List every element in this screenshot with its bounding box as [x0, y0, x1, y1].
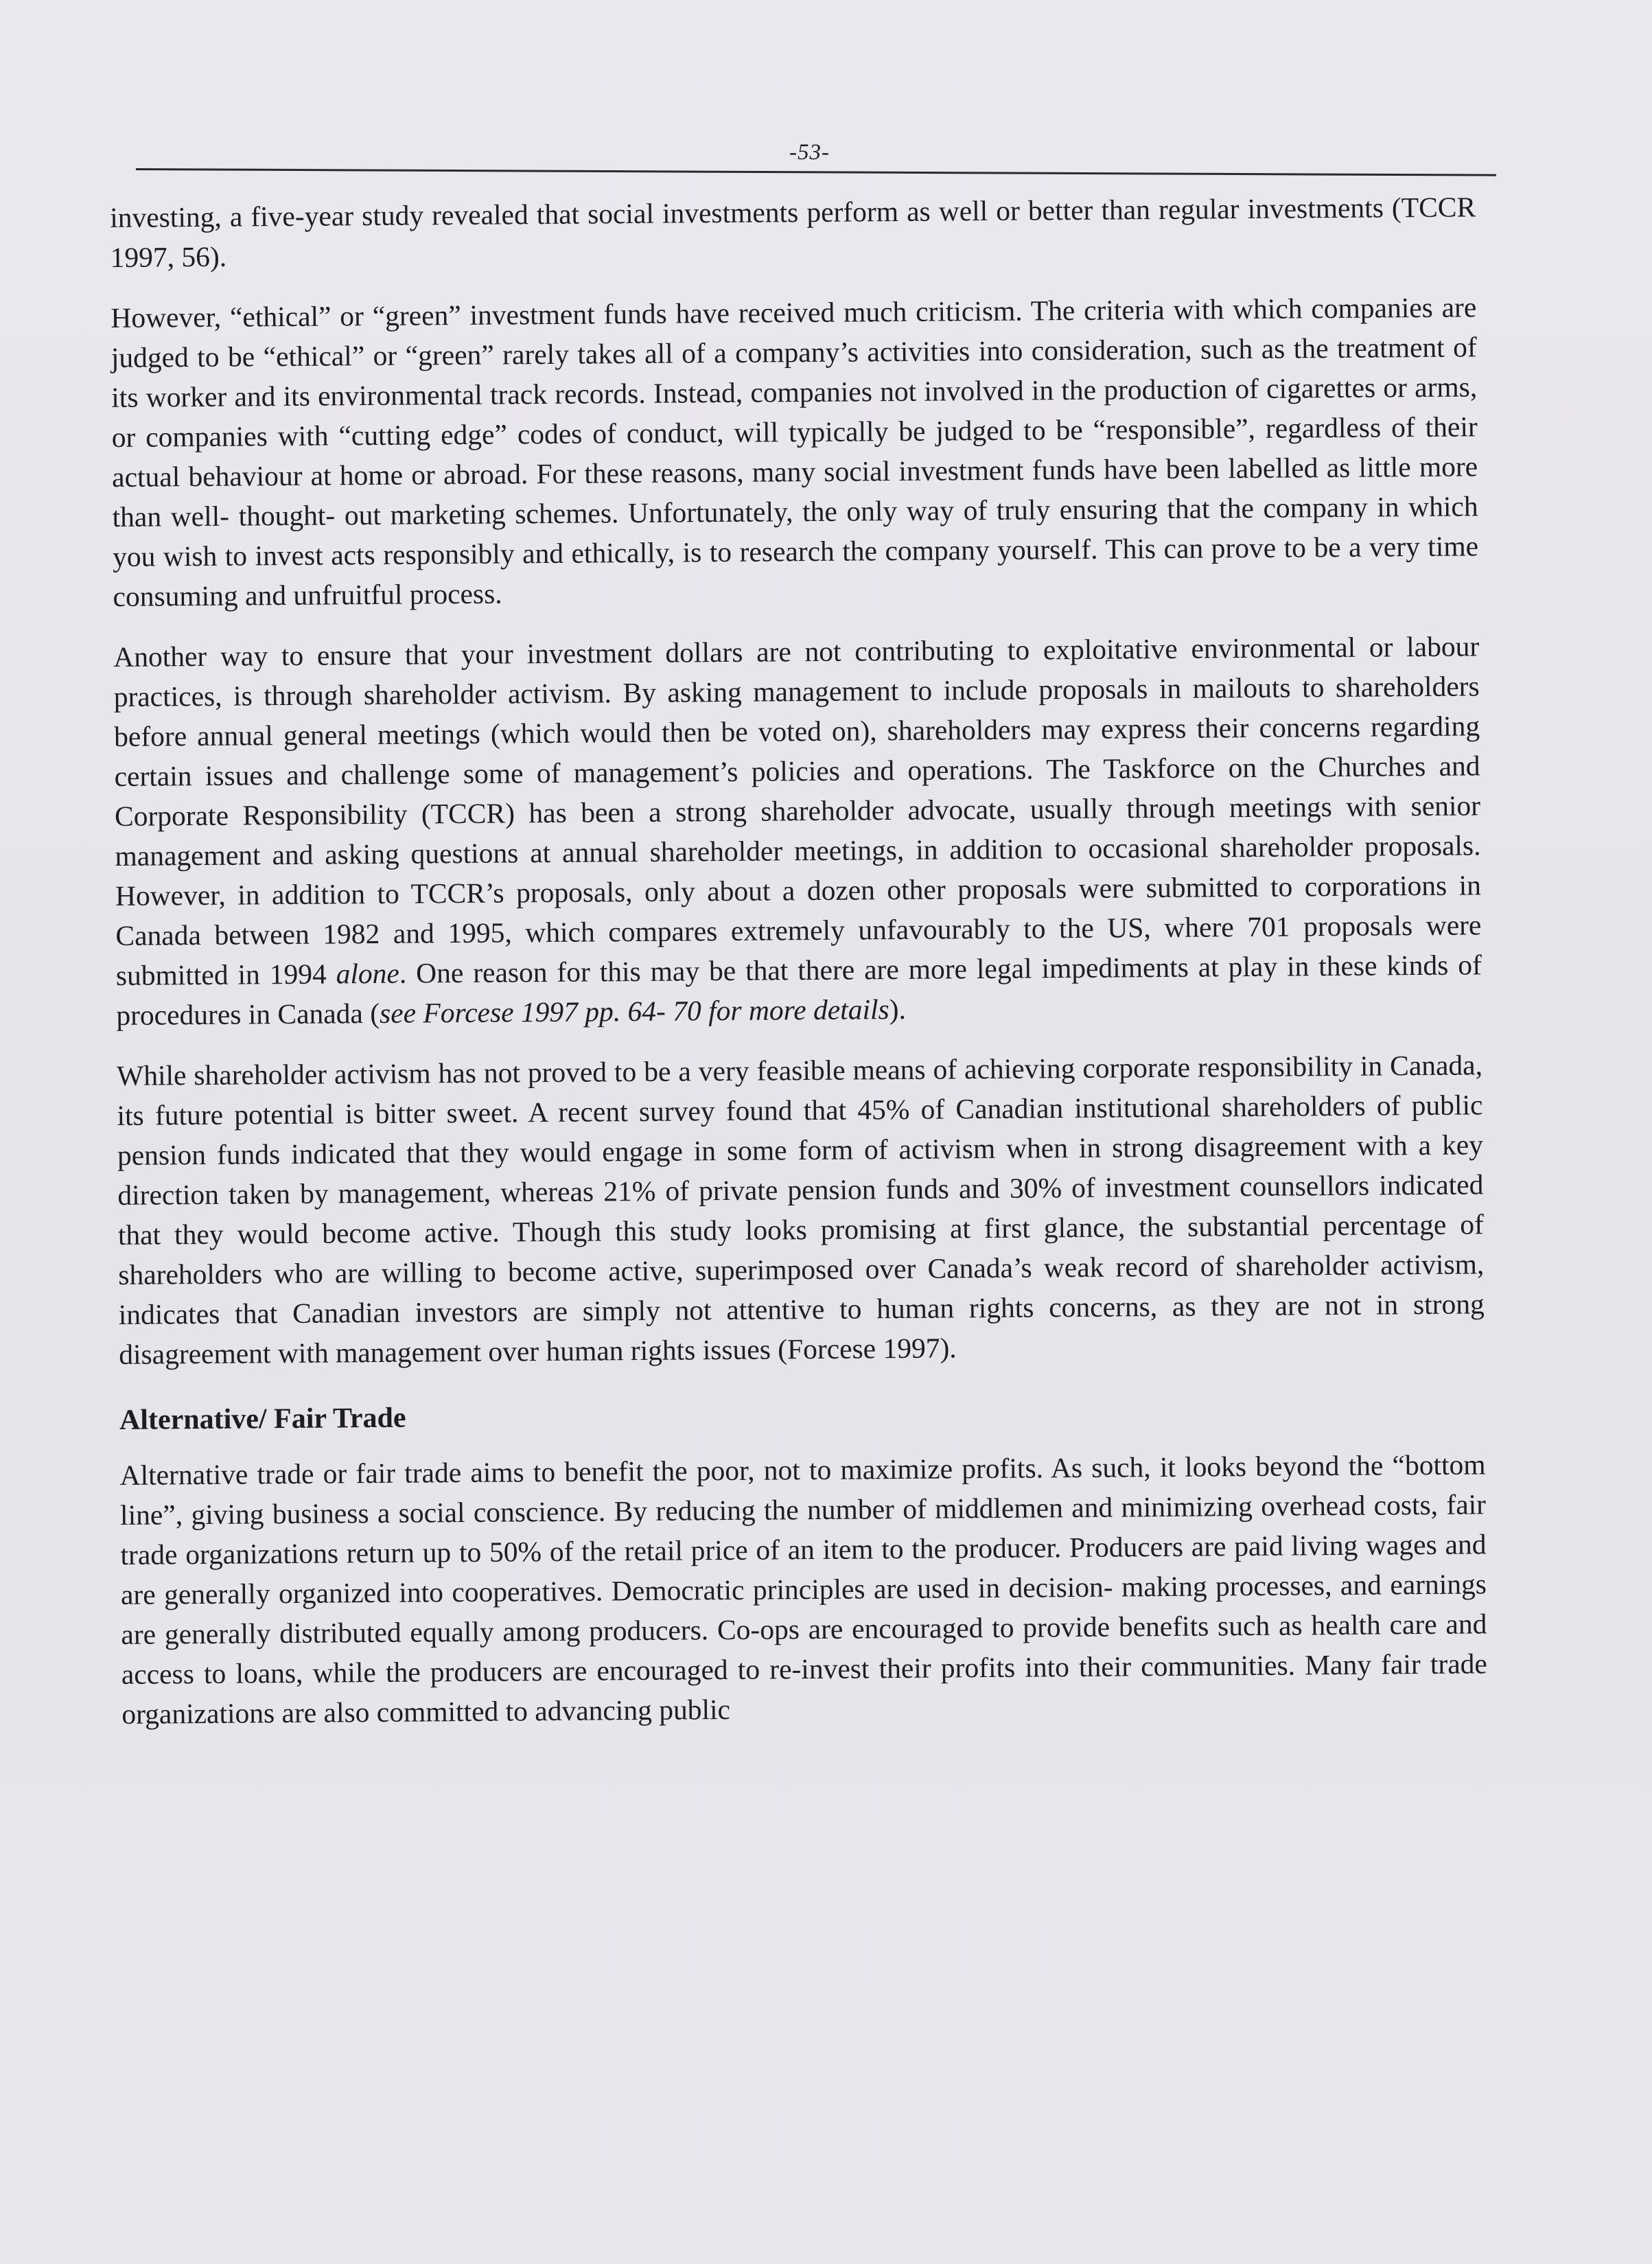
section-heading-fair-trade: Alternative/ Fair Trade — [119, 1402, 406, 1436]
header-rule — [136, 168, 1496, 176]
emphasis-alone: alone — [336, 957, 400, 990]
paragraph-text: . One reason for this may be that there are more legal impediments at play in these kinds of procedures in Canada ( — [116, 949, 1482, 1031]
paragraph-text: ). — [889, 993, 907, 1026]
paragraph-activism-potential: While shareholder activism has not proved to be a very feasible means of achieving corporate responsibility in Canada, its future potential is bitter sweet. A recent survey found that 45% of Canadian institutional shareholders of public pension funds indicated that they would engage in some form of activism when in strong disagreement with a key direction taken by management, whereas 21% of private pension funds and 30% of investment counsellors indicated that they would become active. Though this study looks promising at first glance, the substantial percentage of shareholders who are willing to become active, superimposed over Canada’s weak record of shareholder activism, indicates that Canadian investors are simply not attentive to human rights concerns, as they are not in strong disagreement with management over human rights issues (Forcese 1997). — [116, 1049, 1485, 1370]
paragraph-ethical-funds-criticism: However, “ethical” or “green” investment funds have received much criticism. The criteria with which companies are judged to be “ethical” or “green” rarely takes all of a company’s activities into consideration, such as the treatment of its worker and its environmental track records. Instead, companies not involved in the production of cigarettes or arms, or companies with “cutting edge” codes of conduct, will typically be judged to be “responsible”, regardless of their actual behaviour at home or abroad. For these reasons, many social investment funds have been labelled as little more than well- thought- out marketing schemes. Unfortunately, the only way of truly ensuring that the company in which you wish to invest acts responsibly and ethically, is to research the company yourself. This can prove to be a very time consuming and unfruitful process. — [110, 291, 1479, 612]
citation-reference: see Forcese 1997 pp. 64- 70 for more details — [379, 993, 889, 1029]
paragraph-fair-trade: Alternative trade or fair trade aims to benefit the poor, not to maximize profits. As such, it looks beyond the “bottom line”, giving business a social conscience. By reducing the number of middlemen and minimizing overhead costs, fair trade organizations return up to 50% of the retail price of an item to the producer. Producers are paid living wages and are generally organized into cooperatives. Democratic principles are used in decision- making processes, and earnings are generally distributed equally among producers. Co-ops are encouraged to provide benefits such as health care and access to loans, while the producers are encouraged to re-invest their profits into their communities. Many fair trade organizations are also committed to advancing public — [119, 1448, 1488, 1730]
page-number: -53- — [789, 140, 830, 165]
paragraph-social-investments: investing, a five-year study revealed that social investments perform as well or better than regular investments (TCCR 1997, 56). — [110, 191, 1476, 273]
paragraph-text: Another way to ensure that your investment dollars are not contributing to exploitative environmental or labour practices, is through shareholder activism. By asking management to include proposals in mailouts to shareholders before annual general meetings (which would then be voted on), shareholders may express their concerns regarding certain issues and challenge some of management’s policies and operations. The Taskforce on the Churches and Corporate Responsibility (TCCR) has been a strong shareholder advocate, usually through meetings with senior management and asking questions at annual shareholder meetings, in addition to occasional shareholder proposals. However, in addition to TCCR’s proposals, only about a dozen other proposals were submitted to corporations in Canada between 1982 and 1995, which compares extremely unfavourably to the US, where 701 proposals were submitted in 1994 — [113, 630, 1482, 991]
paragraph-shareholder-activism — [113, 626, 1482, 1035]
body-text — [110, 187, 1488, 1755]
